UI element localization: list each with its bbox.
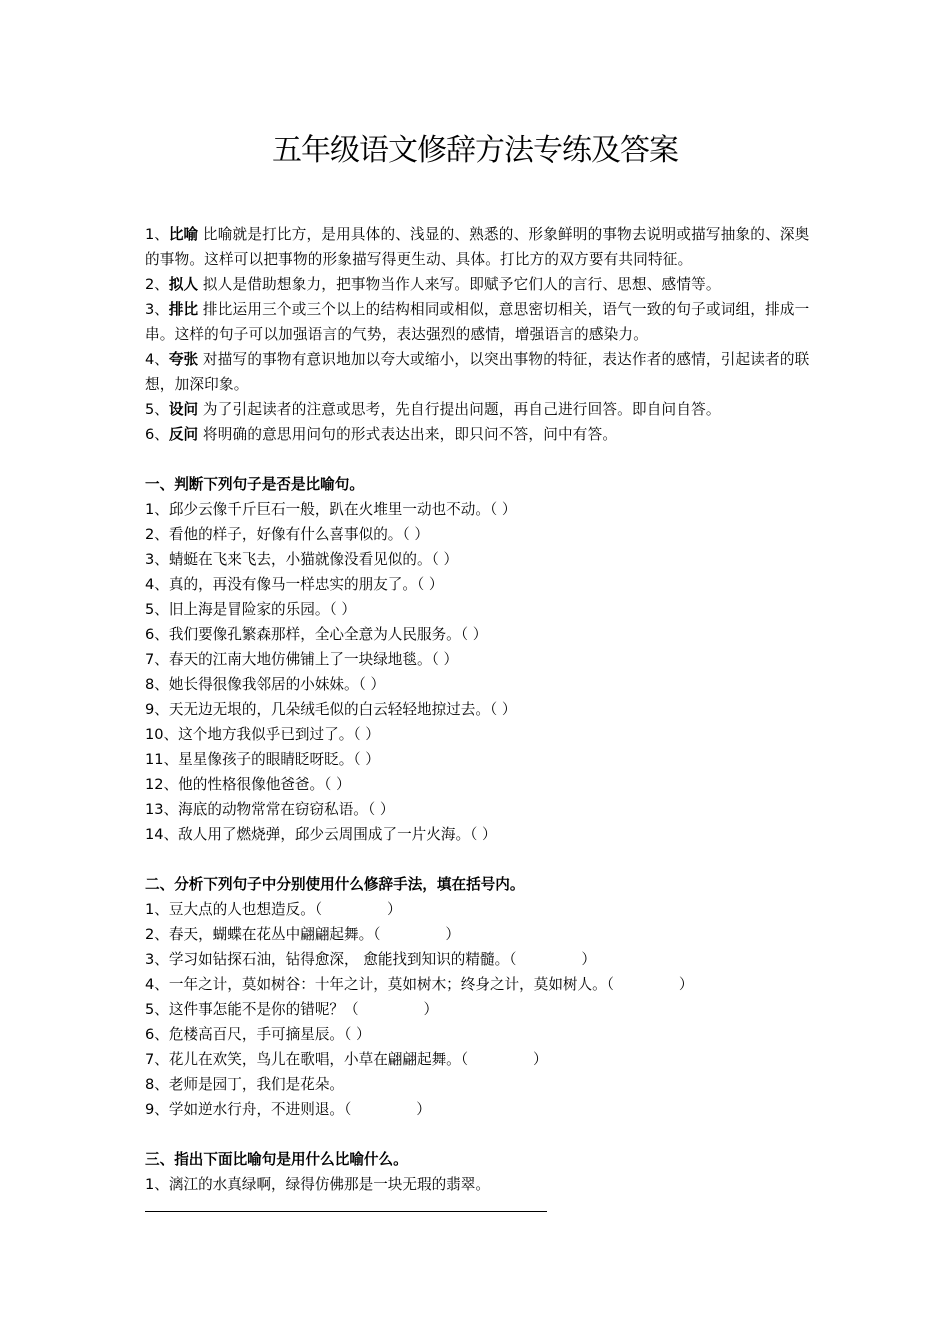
section-1-heading: 一、判断下列句子是否是比喻句。 xyxy=(145,476,364,493)
list-item: 4、真的，再没有像马一样忠实的朋友了。（ ） xyxy=(145,576,444,593)
list-item: 6、我们要像孔繁森那样，全心全意为人民服务。（ ） xyxy=(145,626,488,643)
definition-term: 反问 xyxy=(168,426,199,443)
definition-term: 比喻 xyxy=(168,226,199,243)
list-item: 4、一年之计，莫如树谷：十年之计，莫如树木；终身之计，莫如树人。（ ） xyxy=(145,976,694,993)
definition-term: 夸张 xyxy=(168,351,199,368)
list-item: 8、老师是园丁，我们是花朵。 xyxy=(145,1076,345,1093)
list-item: 14、敌人用了燃烧弹，邱少云周围成了一片火海。（ ） xyxy=(145,826,497,843)
list-item: 3、蜻蜓在飞来飞去，小猫就像没看见似的。（ ） xyxy=(145,551,459,568)
list-item: 1、邱少云像千斤巨石一般，趴在火堆里一动也不动。（ ） xyxy=(145,501,517,518)
spacer xyxy=(145,847,815,872)
list-item: 7、春天的江南大地仿佛铺上了一块绿地毯。（ ） xyxy=(145,651,459,668)
definition-term: 设问 xyxy=(168,401,199,418)
list-item: 12、他的性格很像他爸爸。（ ） xyxy=(145,776,351,793)
list-item: 3、学习如钻探石油，钻得愈深， 愈能找到知识的精髓。（ ） xyxy=(145,951,597,968)
list-item: 9、学如逆水行舟，不进则退。（ ） xyxy=(145,1101,431,1118)
definition-term: 拟人 xyxy=(168,276,199,293)
definition-term: 排比 xyxy=(168,301,199,318)
list-item: 1、漓江的水真绿啊，绿得仿佛那是一块无瑕的翡翠。 xyxy=(145,1176,490,1193)
list-item: 8、她长得很像我邻居的小妹妹。（ ） xyxy=(145,676,386,693)
section-2-heading: 二、分析下列句子中分别使用什么修辞手法，填在括号内。 xyxy=(145,876,525,893)
list-item: 9、天无边无垠的，几朵绒毛似的白云轻轻地掠过去。（ ） xyxy=(145,701,517,718)
section-3-heading: 三、指出下面比喻句是用什么比喻什么。 xyxy=(145,1151,408,1168)
list-item: 13、海底的动物常常在窃窃私语。（ ） xyxy=(145,801,395,818)
definition-rhetorical-qa: 5、设问 为了引起读者的注意或思考，先自行提出问题，再自己进行回答。即自问自答。 xyxy=(145,401,721,418)
answer-blank-line[interactable] xyxy=(145,1197,547,1212)
document-content xyxy=(145,222,815,1212)
list-item: 10、这个地方我似乎已到过了。（ ） xyxy=(145,726,380,743)
definition-hyperbole: 4、夸张 对描写的事物有意识地加以夸大或缩小，以突出事物的特征，表达作者的感情，引起读者的联想，加深印象。 xyxy=(145,351,810,393)
page-title: 五年级语文修辞方法专练及答案 xyxy=(272,133,678,168)
definition-simile: 1、比喻 比喻就是打比方，是用具体的、浅显的、熟悉的、形象鲜明的事物去说明或描写抽象的、深奥的事物。这样可以把事物的形象描写得更生动、具体。打比方的双方要有共同特征。 xyxy=(145,226,810,268)
list-item: 1、豆大点的人也想造反。（ ） xyxy=(145,901,402,918)
list-item: 6、危楼高百尺，手可摘星辰。（ ） xyxy=(145,1026,371,1043)
list-item: 2、春天，蝴蝶在花丛中翩翩起舞。（ ） xyxy=(145,926,461,943)
list-item: 2、看他的样子，好像有什么喜事似的。（ ） xyxy=(145,526,429,543)
list-item: 5、这件事怎能不是你的错呢？（ ） xyxy=(145,1001,439,1018)
definition-personification: 2、拟人 拟人是借助想象力，把事物当作人来写。即赋予它们人的言行、思想、感情等。 xyxy=(145,276,721,293)
list-item: 5、旧上海是冒险家的乐园。（ ） xyxy=(145,601,356,618)
spacer xyxy=(145,447,815,472)
spacer xyxy=(145,1122,815,1147)
definition-parallelism: 3、排比 排比运用三个或三个以上的结构相同或相似，意思密切相关，语气一致的句子或词组，排成一串。这样的句子可以加强语言的气势，表达强烈的感情，增强语言的感染力。 xyxy=(145,301,810,343)
definition-rhetorical-question: 6、反问 将明确的意思用问句的形式表达出来，即只问不答，问中有答。 xyxy=(145,426,618,443)
list-item: 11、星星像孩子的眼睛眨呀眨。（ ） xyxy=(145,751,380,768)
list-item: 7、花儿在欢笑，鸟儿在歌唱，小草在翩翩起舞。（ ） xyxy=(145,1051,548,1068)
